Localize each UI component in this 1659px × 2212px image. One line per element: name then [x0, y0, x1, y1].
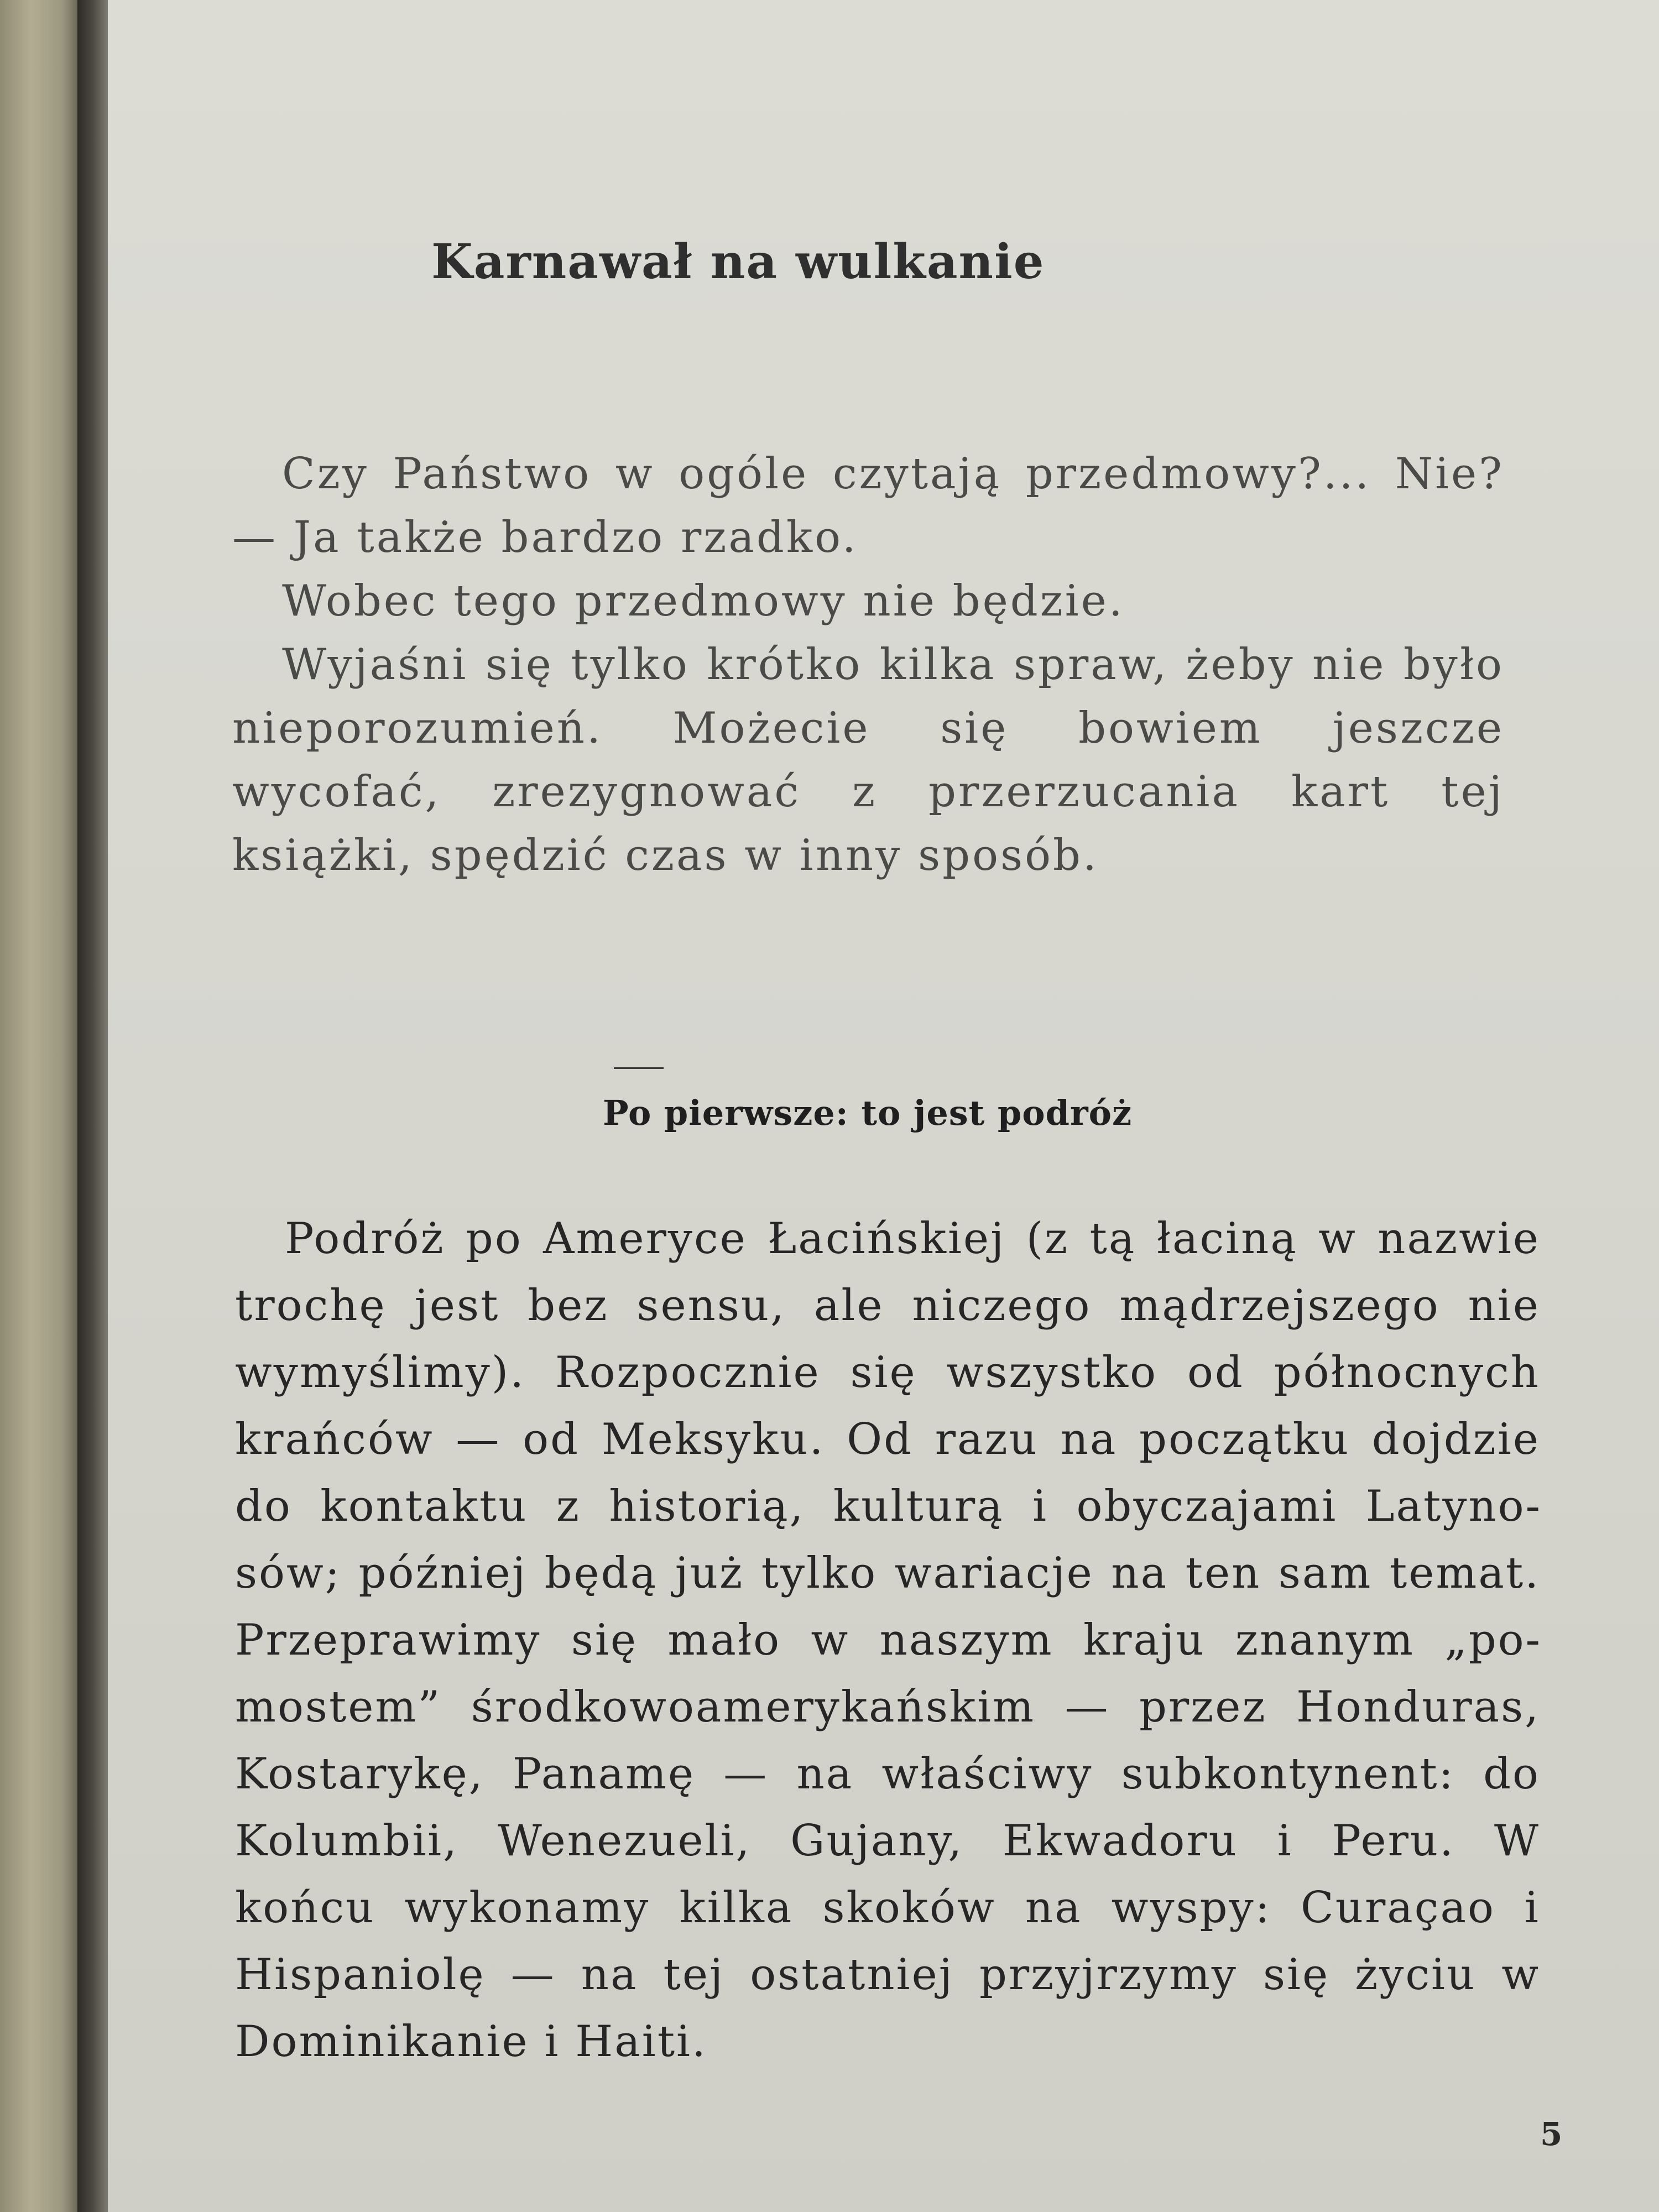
intro-paragraph: Wobec tego przedmowy nie będzie.	[282, 576, 1125, 626]
section-heading: Po pierwsze: to jest podróż	[603, 1093, 1133, 1134]
intro-paragraph: Czy Państwo w ogóle czytają przedmowy?... Nie? — Ja także bardzo rzadko.	[232, 449, 1504, 562]
page-number: 5	[1540, 2115, 1563, 2153]
intro-text	[232, 442, 1504, 888]
heading-mark	[614, 1067, 664, 1069]
book-spine-gutter	[0, 0, 77, 2212]
section-paragraph: Podróż po Ameryce Łacińskiej (z tą łaciną w nazwie trochę jest bez sensu, ale niczego mądrzejszego nie wymyślimy). Rozpocznie się wszystko od północnych krańców — od Meksyku. Od razu na początku dojdzie do kontaktu z historią, kulturą i obyczajami Latynosów; później będą już tylko wariacje na ten sam temat. Przeprawimy się mało w naszym kraju znanym „pomostem” środkowoamerykańskim — przez Honduras, Kostarykę, Panamę — na właściwy subkontynent: do Kolumbii, Wenezueli, Gujany, Ekwadoru i Peru. W końcu wykonamy kilka skoków na wyspy: Curaçao i Hispaniolę — na tej ostatniej przyjrzymy się życiu w Dominikanie i Haiti.	[235, 1214, 1540, 2067]
page-edge-shadow	[77, 0, 108, 2212]
section-body	[235, 1206, 1540, 2075]
chapter-title: Karnawał na wulkanie	[431, 233, 1045, 290]
intro-paragraph: Wyjaśni się tylko krótko kilka spraw, żeby nie było nieporozumień. Możecie się bowiem jeszcze wycofać, zrezygnować z przerzucania kart tej książki, spędzić czas w inny sposób.	[232, 640, 1504, 880]
